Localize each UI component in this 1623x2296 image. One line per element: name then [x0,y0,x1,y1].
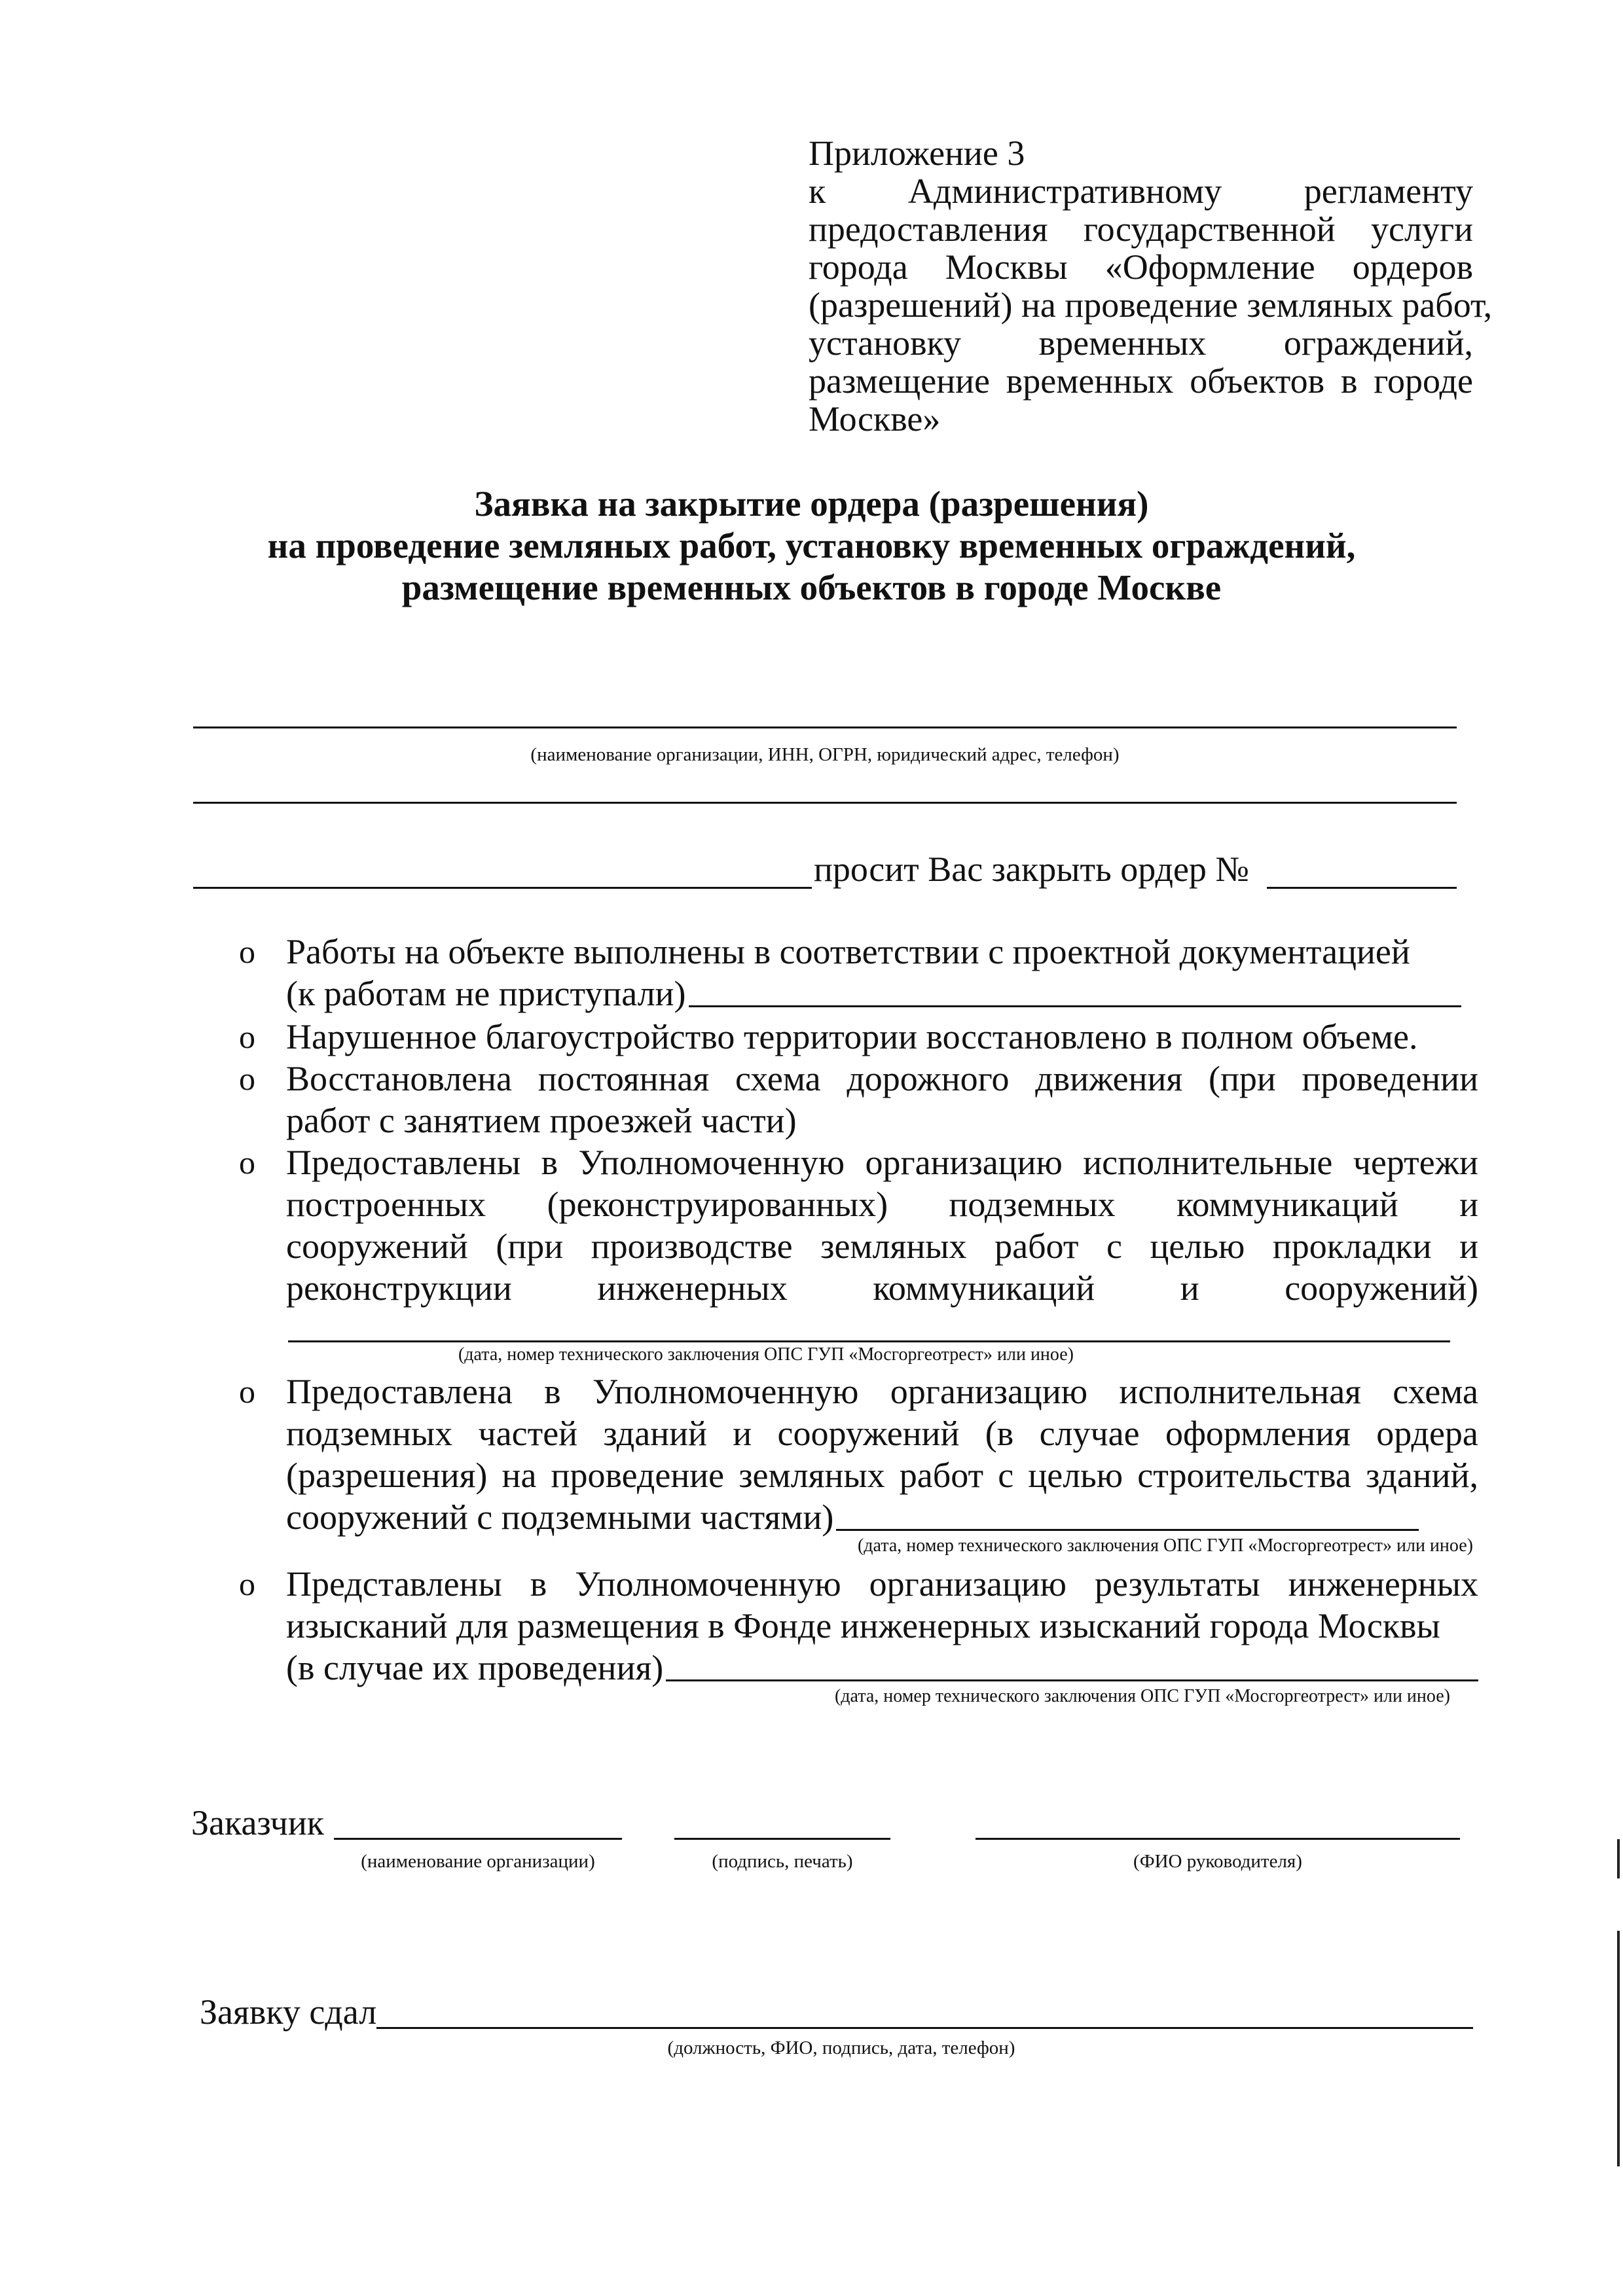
title-line-1: Заявка на закрытие ордера (разрешения) [474,484,1149,524]
submitted-label: Заявку сдал [200,1992,377,2032]
appendix-line [809,362,1473,400]
item-word: работ с занятием проезжей части) [286,1101,797,1140]
item-word: (в [985,1414,1014,1453]
item-line [286,1058,1478,1100]
item-word: организацию [865,1143,1063,1182]
item-word: Восстановлена [286,1059,512,1098]
title-line-3: размещение временных объектов в городе Москве [401,567,1222,607]
appendix-word: города [809,247,908,287]
item-word: с [998,1456,1014,1495]
item-word: исполнительные [1083,1143,1333,1182]
appendix-word: городе [1374,361,1473,401]
appendix-word: предоставления [809,209,1048,249]
item-word: и [1459,1185,1478,1224]
appendix-word: временных [1006,361,1174,401]
item-word: подземных [949,1185,1116,1224]
appendix-word: Приложение 3 [809,134,1025,173]
item-line [286,1267,1478,1309]
item-word: целью [1028,1456,1123,1495]
item-fill-line[interactable] [666,1647,1478,1681]
appendix-header [809,134,1493,439]
item-word: и [733,1414,752,1453]
appendix-word: «Оформление [1104,247,1315,287]
item-word: дорожного [847,1059,1010,1098]
item-word: сооружений) [1285,1268,1478,1308]
item-4-fill-line[interactable] [288,1340,1450,1342]
bullet-circle-icon: o [239,1373,255,1410]
customer-org-caption: (наименование организации) [361,1851,595,1872]
item-fill-line[interactable] [836,1496,1419,1531]
item-line [286,1496,1478,1538]
document-title [0,483,1623,609]
item-text [286,931,1478,1014]
appendix-line [809,324,1473,362]
bullet-circle-icon: o [239,1018,255,1055]
item-word: с [1106,1227,1122,1266]
appendix-word: Москвы [945,247,1068,287]
appendix-line [809,134,1473,172]
item-word: случае [1039,1414,1140,1453]
item-word: ордера [1376,1414,1478,1453]
item-line [286,1016,1478,1058]
item-4-caption: (дата, номер технического заключения ОПС ГУП «Мосгоргеотрест» или иное) [458,1344,1074,1365]
appendix-line [809,400,1473,438]
customer-sign-caption: (подпись, печать) [712,1851,853,1872]
scan-edge-mark [1617,1931,1620,2166]
item-word: (при [496,1227,564,1266]
item-word: прокладки [1272,1227,1432,1266]
appendix-word: государственной [1083,209,1336,249]
item-word: в [530,1564,547,1604]
item-line [286,1225,1478,1267]
item-word: в [544,1372,561,1411]
item-word: движения [1035,1059,1183,1098]
item-line [286,1100,1478,1141]
appendix-word: временных [1038,323,1207,363]
appendix-word: ограждений, [1283,323,1473,363]
item-word: чертежи [1353,1143,1478,1182]
appendix-word: услуги [1371,209,1473,249]
item-line [286,1563,1478,1605]
item-line [286,931,1478,973]
item-word: Предоставлена [286,1372,513,1411]
item-line [286,1454,1478,1496]
item-word: земляных [739,1456,885,1495]
submitted-caption: (должность, ФИО, подпись, дата, телефон) [667,2037,1015,2058]
item-word: сооружений [777,1414,960,1453]
item-text [286,1371,1478,1538]
appendix-word: размещение [809,361,990,401]
item-word: Уполномоченную [592,1372,859,1411]
item-word: проведение [551,1456,725,1495]
order-number-field[interactable] [1267,887,1457,889]
item-text [286,1141,1478,1309]
customer-fio-field[interactable] [976,1838,1460,1840]
item-word: земляных [820,1227,967,1266]
item-word: исполнительная [1119,1372,1362,1411]
item-word: целью [1150,1227,1245,1266]
bullet-circle-icon: o [239,933,255,970]
item-word: схема [1393,1372,1478,1411]
item-word: строительства [1137,1456,1351,1495]
item-text [286,1016,1478,1058]
item-word: Представлены [286,1564,502,1604]
appendix-line [809,210,1473,248]
appendix-word: Административному [907,171,1222,211]
item-word: построенных [286,1185,486,1224]
item-word: постоянная [538,1059,710,1098]
item-word: коммуникаций [1176,1185,1398,1224]
item-word: работ [899,1456,984,1495]
item-word: и [1459,1227,1478,1266]
appendix-word: в [1340,361,1358,401]
appendix-word: установку [809,323,962,363]
item-line [286,1647,1478,1689]
item-word: (в случае их проведения) [286,1648,664,1687]
item-word: коммуникаций [873,1268,1095,1308]
item-fill-line[interactable] [689,973,1461,1007]
item-line [286,1412,1478,1454]
appendix-word: объектов [1190,361,1325,401]
appendix-word: регламенту [1304,171,1473,211]
item-text [286,1563,1478,1689]
item-word: подземных [286,1414,453,1453]
scan-edge-mark [1617,1839,1620,1878]
item-word: зданий, [1365,1456,1478,1495]
item-line [286,1605,1478,1647]
item-word: результаты [1094,1564,1260,1604]
item-line [286,1183,1478,1225]
appendix-line [809,248,1473,286]
item-word: организацию [890,1372,1088,1411]
customer-fio-caption: (ФИО руководителя) [1133,1851,1302,1872]
bullet-circle-icon: o [239,1566,255,1602]
customer-label: Заказчик [191,1803,324,1842]
appendix-word: Москве» [809,399,941,439]
item-word: Предоставлены [286,1143,521,1182]
item-word: изысканий для размещения в Фонде инженерных изысканий города Москвы [286,1606,1440,1645]
appendix-line [809,285,1493,325]
item-word: Нарушенное благоустройство территории восстановлено в полном объеме. [286,1017,1418,1056]
bullet-circle-icon: o [239,1144,255,1181]
item-word: и [1180,1268,1199,1308]
item-word: работ [994,1227,1079,1266]
item-word: инженерных [1288,1564,1478,1604]
item-line [286,1141,1478,1183]
item-word: (при [1209,1059,1276,1098]
item-text [286,1058,1478,1141]
item-word: на [501,1456,537,1495]
applicant-fill-line-2[interactable] [193,802,1457,804]
appendix-word: (разрешений) на проведение земляных работ, [809,285,1493,325]
applicant-caption: (наименование организации, ИНН, ОГРН, юридический адрес, телефон) [530,744,1120,765]
submitted-by-field[interactable] [376,2027,1473,2029]
item-line [286,973,1478,1014]
appendix-word: ордеров [1352,247,1473,287]
item-word: (разрешения) [286,1456,488,1495]
customer-org-field[interactable] [334,1838,622,1840]
item-word: Уполномоченную [575,1564,841,1604]
item-line [286,1371,1478,1412]
item-word: сооружений с подземными частями) [286,1498,834,1537]
item-word: Уполномоченную [578,1143,845,1182]
appendix-word: к [809,171,826,211]
item-5-caption: (дата, номер технического заключения ОПС ГУП «Мосгоргеотрест» или иное) [857,1535,1473,1556]
item-word: Работы на объекте выполнены в соответствии с проектной документацией [286,932,1410,971]
item-word: в [541,1143,558,1182]
item-word: производстве [591,1227,793,1266]
item-word: сооружений [286,1227,468,1266]
item-word: реконструкции [286,1268,512,1308]
item-word: (к работам не приступали) [286,974,686,1013]
item-word: организацию [869,1564,1067,1604]
request-text: просит Вас закрыть ордер № [814,850,1249,889]
item-word: (реконструированных) [547,1185,888,1224]
appendix-line [809,172,1473,210]
item-word: инженерных [597,1268,788,1308]
customer-sign-field[interactable] [674,1838,890,1840]
item-word: схема [735,1059,821,1098]
applicant-fill-line-1[interactable] [193,726,1457,728]
item-word: частей [478,1414,578,1453]
title-line-2: на проведение земляных работ, установку временных ограждений, [267,526,1356,565]
applicant-fill-line-3[interactable] [193,887,812,889]
item-word: оформления [1165,1414,1351,1453]
item-word: проведении [1302,1059,1478,1098]
item-6-caption: (дата, номер технического заключения ОПС ГУП «Мосгоргеотрест» или иное) [834,1686,1450,1706]
bullet-circle-icon: o [239,1060,255,1097]
item-word: зданий [603,1414,707,1453]
